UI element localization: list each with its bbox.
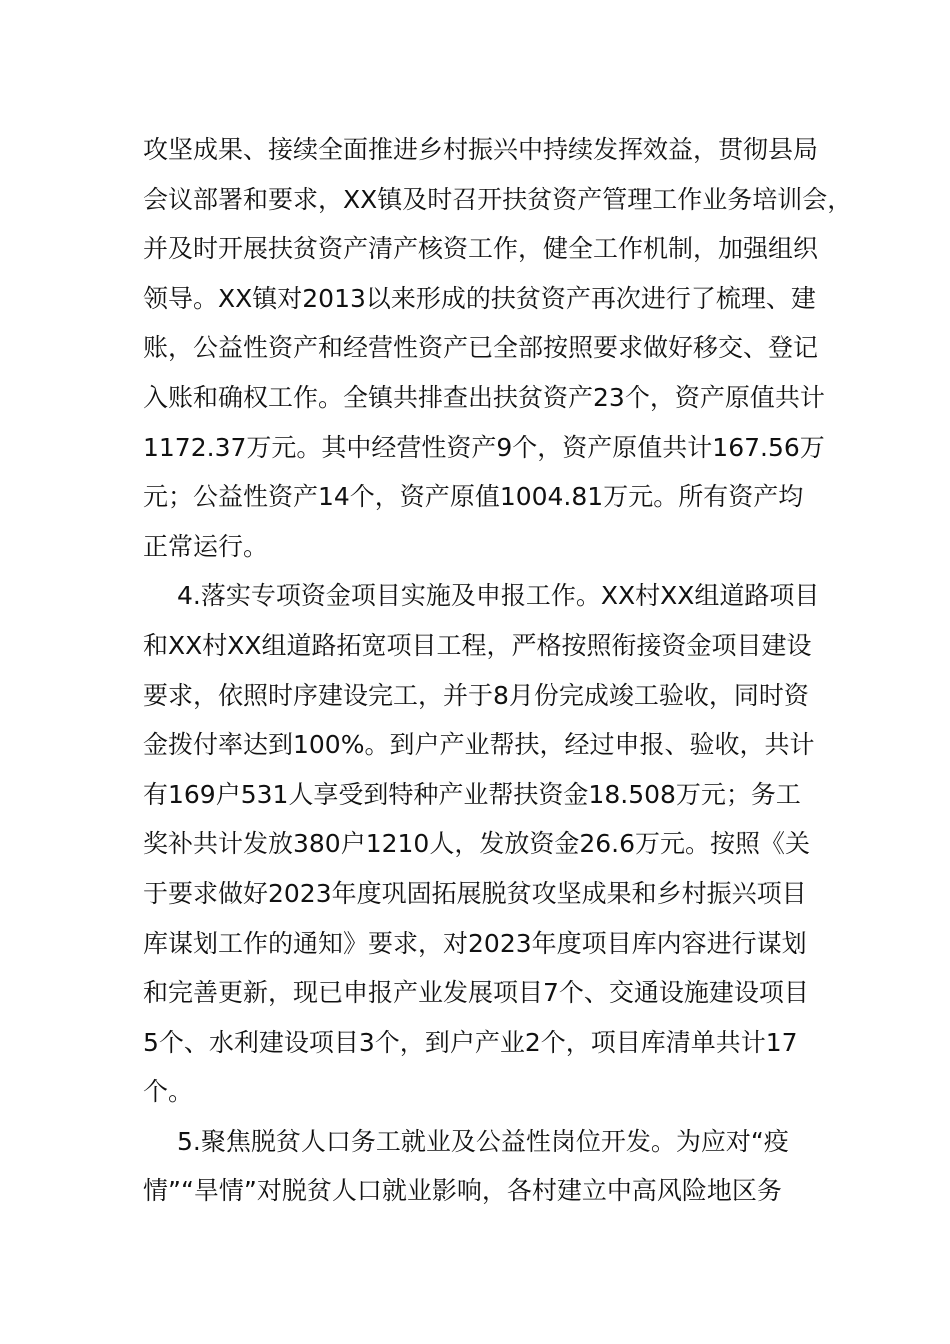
paragraph-heading-line: 5.聚焦脱贫人口务工就业及公益性岗位开发。为应对“疫 bbox=[177, 1126, 789, 1156]
text-line: 和完善更新，现已申报产业发展项目7个、交通设施建设项目 bbox=[143, 978, 809, 1008]
text-line: 并及时开展扶贫资产清产核资工作，健全工作机制，加强组织 bbox=[143, 234, 819, 264]
text-line: 个。 bbox=[143, 1077, 194, 1107]
text-line: 会议部署和要求，XX镇及时召开扶贫资产管理工作业务培训会， bbox=[143, 184, 853, 214]
text-line: 1172.37万元。其中经营性资产9个，资产原值共计167.56万 bbox=[143, 432, 825, 462]
text-line: 情”“旱情”对脱贫人口就业影响，各村建立中高风险地区务 bbox=[143, 1176, 782, 1206]
text-line: 入账和确权工作。全镇共排查出扶贫资产23个，资产原值共计 bbox=[143, 382, 825, 412]
text-line: 元；公益性资产14个，资产原值1004.81万元。所有资产均 bbox=[143, 482, 804, 512]
text-line: 金拨付率达到100%。到户产业帮扶，经过申报、验收，共计 bbox=[143, 730, 815, 760]
document-body bbox=[143, 125, 853, 1216]
paragraph-heading-line: 4.落实专项资金项目实施及申报工作。XX村XX组道路项目 bbox=[177, 581, 820, 611]
text-line: 账，公益性资产和经营性资产已全部按照要求做好移交、登记 bbox=[143, 333, 819, 363]
text-line: 要求，依照时序建设完工，并于8月份完成竣工验收，同时资 bbox=[143, 680, 809, 710]
text-line: 正常运行。 bbox=[143, 531, 269, 561]
text-line: 攻坚成果、接续全面推进乡村振兴中持续发挥效益，贯彻县局 bbox=[143, 135, 819, 164]
text-line: 有169户531人享受到特种产业帮扶资金18.508万元；务工 bbox=[143, 779, 801, 809]
text-line: 库谋划工作的通知》要求，对2023年度项目库内容进行谋划 bbox=[143, 928, 807, 958]
text-line: 领导。XX镇对2013以来形成的扶贫资产再次进行了梳理、建 bbox=[143, 283, 816, 313]
text-line: 奖补共计发放380户1210人，发放资金26.6万元。按照《关 bbox=[143, 829, 811, 859]
text-line: 5个、水利建设项目3个，到户产业2个，项目库清单共计17 bbox=[143, 1027, 798, 1057]
text-line: 和XX村XX组道路拓宽项目工程，严格按照衔接资金项目建设 bbox=[143, 630, 812, 660]
text-line: 于要求做好2023年度巩固拓展脱贫攻坚成果和乡村振兴项目 bbox=[143, 878, 807, 908]
